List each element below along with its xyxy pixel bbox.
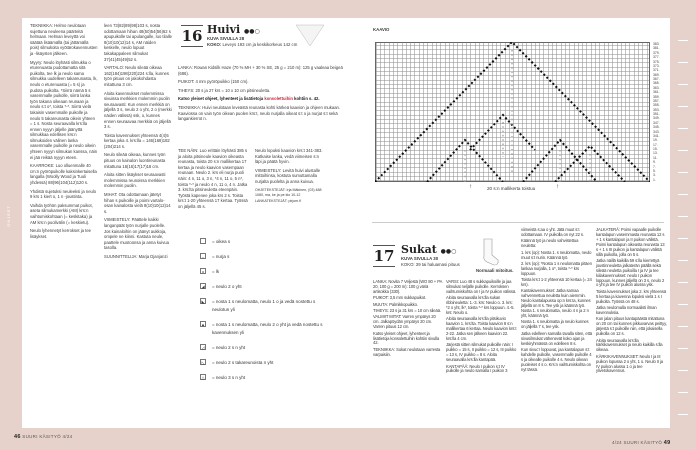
paragraph: KANTAPÄÄ: Neulo I puikon s:t IV puikolle ja neulo samalla I puikon 3 [446,363,508,374]
shawl-icon [295,24,325,48]
huivi-materials: LANKA: Rowan Kidsilk Haze (70 % MH + 30 % SE, 25 g = 210 m): 125 g vaaleaa beigeä (686). PUIKOT: 4 mm pyöröpuikko (150 cm). TIHEYS: 20 s ja 27 krs = 10 x 10 cm pitsineuletta. Katso yleiset ohjeet, lyhenteet ja lisätietoja konsolettuihin kohtiin s. 42. TEKNIIKKA: Huivi neulotaan leveästä reunasta kohti kärkeä kaavion ja ohjeen mukaan. Kaaviossa on vain työn oikean puolen krs:t, neulo nurjalla oikeat s:t o ja nurjat s:t sekä langankierrot n. [178,65,343,122]
row-label: 9. [653,160,656,165]
paragraph: VIIMEISTELY: Päättele kaikki langanpäät työn nurjalle puolelle. Jos kainaloihin on jäänyt aukkoja, ompele ne kiinni. Kastuta neule, paattele muotoonsa ja anna kuivua tasolla. [104,217,169,251]
ruler-tick [678,304,688,305]
legend-text: = neulo 2 o yht [212,284,242,289]
paragraph: Yhdistä sujetuksi neuleeksi ja neulo 9 krs 1 kiert o, 1 n -joustinta. [30,188,97,200]
ruler-tick [678,326,688,327]
ruler-tick [678,238,688,239]
row-label: 17. [653,142,658,147]
page-ruler [670,0,696,450]
repeat-label: 20 s:n mallikerta toistuu [487,186,536,191]
row-label: 357. [653,98,660,103]
paragraph: Vaihda työhön paksummat puikot, aseta silmukamerkki (AM) krs:n vaihtumiskohtaan (= keskitaka) ja AM krs:n puolivälin (= keskietu). [30,202,93,225]
chart-label: KAAVIO [373,27,390,32]
footer-text: SUURI KÄSITYÖ 4/24 [22,434,73,439]
chart-row-labels [653,42,660,182]
paragraph: Myyry: Neulo löyhästi silmukka o eturenuasta pudottamatta sitä puikolta, tee lk ja neulo sama silmukka uudelleen takareunasta, lk, neulo o eturenuasta (= 5 s) ja pudota puikolta. *Siirrä nämä 5 s vasemmalle puikolle, siirrä lanka työn takana oikeaan reunaan ja neulo s:t o*, toista *-*. Siirrä vielä takaisin vasemmalle puikolle ja neulo 5 takareunasta oikein yhteen = 1 s. Nosta seuraavalla krs:lla ennen nyyyn jäljelle jäänyttä silmukkaa edellisen krs:n silmukoiden välinen lanka vasemmalle puikolle ja neulo oikein yhteen nyyyn silmukan kanssa, näin ei jää reikää nyyyn eteen. [30,59,98,160]
paragraph: Jatka edelleen samalla tavalla siten, että sivusilmukat vähenevät koko ajan ja keskiryhmässä on edelleen 8 s. [521,330,592,346]
row-label: 383. [653,42,660,46]
paragraph: Kantakavennukset: Jatka samaa vahvennettua neuletta kuin aiemmin. Neulo kantalapussa op:n krs:ta, kunnes jäljellä on 8 s. Tee ysk ja käännä työ. Nosta 1. s neulomatta, neulo 4 n ja 2 n yht, käännä työ. [521,288,591,318]
pattern-title [207,23,260,36]
row-label: 363. [653,85,660,90]
pattern-number: 17 [373,247,395,265]
legend-text: = oikea s [212,239,231,244]
glossary-link[interactable]: konsolettuihin [264,96,293,102]
sukat-col4 [596,228,667,376]
pattern-title: Sukat ●●○ [401,243,457,256]
row-label: 365. [653,81,660,86]
sukat-col2 [446,280,517,376]
paragraph: Aloita seuraavalla krs:lla kärkikavennukset ja neulo kaikilla s:lla oikeaa. [596,337,663,353]
row-label: 359. [653,94,660,99]
stitch-symbol-icon: ◢ [201,284,205,289]
legend-text: = nosta 1 s neulomatta, neulo 1 o ja vedä nostettu s neulotun yli [212,299,316,312]
paragraph: Nosta 1. s neulomatta ja neulo kunnes on jäljellä 7 s, tee ysk. [521,319,589,330]
row-label: 7. [653,164,656,169]
paragraph: SUUNNITTELIJA: Marja Djanjanzi [104,253,168,259]
legend-text: = nosta 1 s neulomatta, neulo 2 o yht ja vedä nostettu s kavennuksen yli [212,322,323,335]
difficulty-rating: ●●○ [243,28,260,35]
page-number: 46 [14,434,21,440]
paragraph: Jatka neulomalla normaalisti ilman kavennuksia. [596,305,657,315]
paragraph: TEKNIIKKA: Helmo neulotaan sujettuna neuleena päärteitä helmaan. Helman leveyttä voi säätää lisäämällä (tai jättämällä pois) silmukoita vyötärokavennusten ja -lisäysten jälkeen. [30,23,98,56]
paragraph: Kun sivuст loppuvat, jaa kantalapun s:t kahdelle puikolle, vasemmalle puikolle 4 s ja oikealle puikolle 4 s. Neulo oikean puoleiset 4 s o. Krs:n vaihtumiskohta on nyt tässä. [521,346,592,372]
stitch-symbol-icon: – [201,254,205,259]
row-label: 15. [653,147,658,151]
paragraph: Toista kavennukset joka 2. krs yhteensä 5 kertaa ja kavenna lopuksi vielä 1 s I puikolta. Työssä on 48 s. [596,288,667,304]
legend-item [200,253,332,261]
paragraph: Neulo lyhennetyt kerrokset ja tee lisäykset. [30,228,91,239]
row-label: 367. [653,77,660,81]
paragraph: MUUTA: Palmikkopuikko. [373,301,418,307]
section-divider [372,222,664,223]
paragraph: viimeistä s:aa o yht. Jätä muut s:t odottamaan. IV puikolla on nyt 22 s. [521,227,584,237]
legend-text: = neulo 2 s takareunoista n yht [212,360,274,365]
stitch-symbol-icon: o [201,269,205,274]
stitch-symbol-icon [200,238,206,244]
paragraph: KÄRKIKAVENNUKSET: Neulo I ja III puikon lopussa 2 o yht, 1 o. Neulo II ja IV puikon alussa 1 o ja tee ylivetokavennus. [596,353,663,374]
stitch-symbol-icon: △ [201,375,205,380]
paragraph: TIHEYS: 23 s ja 31 krs = 10 cm sileää. [373,308,441,314]
ruler-tick [678,150,688,151]
ruler-tick [678,392,688,393]
legend-item [200,359,332,367]
legend-item [200,283,332,291]
huivi-col1: TEE NÄIN: Luo erittäin löyhästi 385 s ja aloita pitsineule kaavion oikeasta reunasta, toista 20 s:n mallikertaa 17 kertaa ja neulo kaavion vasempaan reunaan. Neulo 2. krs eli nurja puoli näin: 4 n, 11 o, 3 n, *4 n, 11 o, 5 n*, toista *-* ja neulo 4 n, 11 o, 4 n. Jatka 3. krs:lta pitsineuletta eteenpäin. Työstä kapenee joka krs 2 s. Toista krs:t 1-20 yhteensä 17 kertaa. Työssä on jäljellä 45 s. [178,148,248,209]
sukat-col3 [521,228,592,374]
row-label: 19. [653,138,658,143]
row-label: 349. [653,116,660,121]
paragraph: LANKA: Novita 7 Veljestä (WO 80 + PA 20, 100 g = 200 m): 100 g väriä artisokka (330). [373,279,443,294]
paragraph: Jatka näillä kaikilla 59 s:lla kierrettyä joustinneuletta jalkaterän päällä sekä sileää neuletta puikoilla I ja IV ja tee kiilakavennukset: neulo I puikon loppuun, kunnes jäljellä on 3 s, neulo 2 o yht ja tee IV puikon alussa ysk. [596,257,665,288]
paragraph: PUIKOT: 3,5 mm sukkapuikot. [373,295,427,301]
stitch-symbol-icon: ◣ [201,299,205,304]
row-label: 3. [653,173,656,178]
stitch-symbol-icon: ◺ [201,360,205,365]
ruler-tick [678,128,688,129]
row-label: 377. [653,55,660,60]
paragraph: VARTALO: Neulo sileää oikeaa 162(184)198(220)224 s:lla, kunnes työn pituus on jakokohdasta mitattuna 3 cm. [104,65,169,87]
paragraph: TEKNIIKKA: Sukat neulotaan varresta varpaisiin. [373,346,441,357]
repeat-arrow-right: ↑ [556,184,559,190]
paragraph: VALMIIT MITAT: Varren ympärys 20 cm. Jalkapöydän ympärys 20 cm. Varren pituus 12 cm. [373,314,436,330]
paragraph: Aloita sitten lisäykset seuraavasti molemmissa reunoissa merkkien molemmin puolin. [104,172,166,189]
row-label: 371. [653,68,660,73]
legend-item [200,298,332,314]
paragraph: Neulo sileää oikeaa, kunnes työn pituus on kainalon luontireunasta mitattuna 16(16)17(17)16 cm. [104,152,166,169]
chart-legend [200,238,332,389]
ruler-tick [678,260,688,261]
ruler-tick [678,62,688,63]
row-label: 375. [653,59,660,64]
row-label: 379. [653,50,660,55]
footer-left [14,434,72,440]
huivi-col2: Neulo lopuksi kaavion krs:t 341-383. Katkaise lanka, vedä viimeisen s:n läpi ja päätä hyvin. VIIMEISTELY: Levitä huivi alustalle mittoihinsa, kostuta sumuttamalla nurjalta puolelta ja anna kuivua. OHJETEKSTEJÄT: Irja Mäkinen, (03) 488 1080, ma, ke ja pe klo 10-12 LANKATEKSTEJÄT: pirjom.fi [255,148,323,203]
sukat-col1 [373,280,443,359]
row-label: 381. [653,46,660,51]
row-label: 353. [653,107,660,112]
paragraph: 1. krs (op): Nosta 1. s neulomatta, neulo muut s:t nurin. Käännä työ. [521,249,592,260]
row-label: 355. [653,103,660,108]
sizing-note: Normaali mitoitus. [476,268,514,273]
repeat-arrow-left: ↑ [469,184,472,190]
row-label: 345. [653,125,660,130]
paragraph: Aloita seuraavalla krs:lla pitsikuvio kaavion 1. krs:lta. Toista kaavion 8 s:n mallikertaa 6 kertaa. Neulo kaavion krs:t 2-22. Jatka sen jälkeen kaavion 22. krs:lla 4 cm. [446,316,517,341]
row-label: 373. [653,63,660,68]
paragraph: Katso yleiset ohjeet, lyhenteet ja lisätietoja konsolettuihin kohtiin sivulla 42. [373,330,440,346]
paragraph: Järjestä sitten silmukat puikoille näin: I puikko = 15 s, II puikko = 12 s, III puikko = 13 s, IV puikko = 8 s. Aloita seuraavalla krs:lla kantapää. [446,342,517,363]
paragraph: MIHAT: Ota odottamaan jätetyt hihan s puikoille ja poimi vartalo-osan kainalosta vielä 8(10)10(12)14 s. [104,192,171,214]
ruler-tick [678,282,688,283]
row-label: 11. [653,155,658,160]
legend-text: = lk [212,269,220,274]
legend-item [200,344,332,352]
stitch-symbol-icon: ▲ [201,322,205,327]
row-label: 361. [653,90,660,95]
row-label: 347. [653,120,660,125]
footer-right: 4/24 SUURI KÄSITYÖ 49 [612,440,671,446]
ruler-tick [678,348,688,349]
paragraph: Toista krs:t 1-2 yhteensä 10 kertaa (= 24 krs). [521,277,592,288]
ruler-tick [678,194,688,195]
paragraph: Aloita kavennukset molemmissa sivuissa merkkien molemmin puolin seuraavasti: Kun ennen merkkiä on jäljellä 3 s, neulo 2 o yht, 2 o (merkki näiden välissä) ssk, o, kunnes ennen seuraavaa merkkiä on jäljellä 3 s. [104,90,172,130]
ruler-tick [678,216,688,217]
row-label: 13. [653,151,658,156]
ruler-tick [678,414,688,415]
row-label: 351. [653,112,660,116]
paragraph: JALKATERÄ: Poimi vapaalle puikolle kantalapun vasemmasta reunasta 12 s + 1 s kantalapun ja II puikon välistä. Poimi kantalapun oikeasta reunasta 13 s + 1 s III puikon ja kantalapun välistä sillä puikolla, jolla on 5 s. [596,227,665,257]
row-label: 341. [653,133,660,138]
ruler-tick [678,40,688,41]
legend-text: = neulo 3 s n yht [212,375,246,380]
paragraph: 2. krs (op): *Nosta 1 s neulomatta pitäen lankaa nurjalla, 1 o*, toista *-* krs loppuun. [521,260,592,276]
row-label: 5. [653,168,656,173]
paragraph: leen 73(82)89(98)103 s, nosta odottamaan hihan 48(50)54(56)62 s apupuikolle tai apulangalle, luo tilalle 8(10)10(12)14 s, AM näiden keskelle, neulo lopuut takakappaleen silmukat 37(41)45(49)52 s. [104,23,172,62]
paragraph: Toista kavennukset yhteensä 4(4)5 kertaa joka 4. krs:lla = 146(168)182 (204)214 s. [104,132,170,149]
legend-text: = neulo 2 s n yht [212,345,246,350]
legend-text: = nurja s [212,254,230,259]
pattern-meta: KUVA SIVULLA 30 KOKO: 39 tai haluamasi pituus [401,256,460,267]
row-label: 1. [653,177,656,182]
paragraph: VARSI: Luo 48 s sukkapuikoille ja jaa silmukat neljälle puikolle. Kerroksen vaihtumiskohta on I ja IV puikon välissä. [446,279,517,294]
page-number: 49 [663,440,671,446]
ruler-tick [678,370,688,371]
paragraph: KAARROKE: Luo olluenmalle 40 cm:n pyöröpuikolle kaksinkertaisella langalla (Woolly Wood ja Tuuli yhdessä) 88(96)104(112)120 s. [30,163,97,186]
difficulty-rating: ●●○ [440,248,457,255]
lace-chart-motif [375,42,650,182]
pattern-meta: KUVA SIVULLA 28 KOKO: Leveys 193 cm ja keskikorkeus 142 cm [207,36,298,47]
title-text: Huivi [207,23,241,36]
ruler-tick [678,84,688,85]
ruler-tick [678,172,688,173]
left-column-2 [104,23,172,263]
paragraph: Aloita seuraavalla krs:lla sukan ribbineuletta: 1.-3. krs: Neulo o. 3. krs: *2 o yht, lk*, toista *-* krs loppuun. 4.-5. krs: Neulo o. [446,295,515,315]
ruler-tick [678,106,688,107]
legend-item [200,321,332,337]
row-label: 343. [653,129,660,134]
stitch-symbol-icon: ◿ [201,345,205,350]
row-label: 369. [653,72,660,77]
legend-item [200,238,332,246]
left-column-1 [30,23,98,242]
pattern-number: 16 [181,27,203,45]
legend-item [200,374,332,382]
legend-item [200,268,332,276]
sock-icon [480,238,500,266]
side-tab: OHJEET [6,205,11,227]
paragraph: Kun jalan pituus kantapäästä mitattuna on 20 cm tai kunnes pikkuvarvas peittyy, järjestä s:t puikoille niin, että jokaisella puikolla on 12 s. [596,316,667,337]
paragraph: Käännä työ ja neulo vahvistettua neuletta: [521,238,579,249]
